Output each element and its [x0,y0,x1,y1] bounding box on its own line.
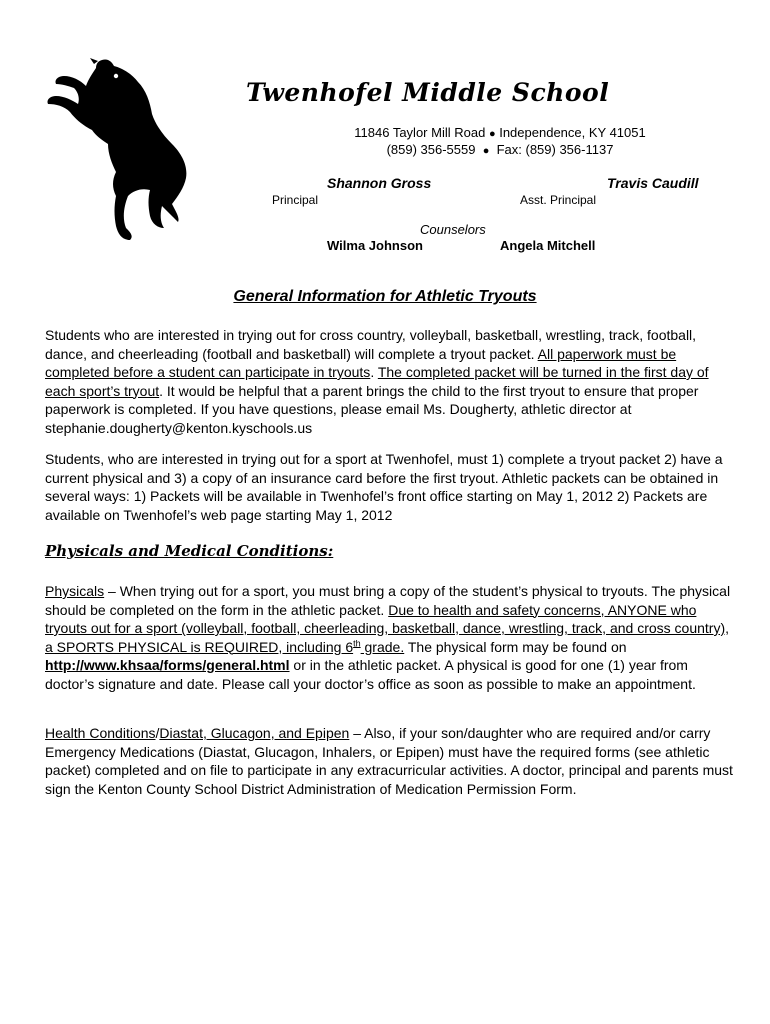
school-address-line [280,125,720,140]
health-conditions-paragraph [45,724,735,798]
text-span: The physical form may be found on [404,638,627,655]
physicals-paragraph [45,582,735,693]
text-span: . [370,364,378,380]
tryout-packet-paragraph [45,326,735,437]
school-name: Twenhofel Middle School [246,78,610,107]
principal-title: Principal [272,193,319,207]
asst-principal-name: Travis Caudill [607,175,699,191]
fax-number: Fax: (859) 356-1137 [496,142,614,157]
asst-principal-title: Asst. Principal [520,193,597,207]
counselors-label: Counselors [420,222,486,237]
bullet-separator: ● [482,145,490,157]
physical-form-link[interactable]: http://www.khsaa/forms/general.html [45,657,290,673]
physicals-label: Physicals [45,583,105,599]
underlined-requirement: Due to health and safety concerns, ANYONE who tryouts out for a sport (volleyball, football, cheerleading, basketball, dance, wrestling, track, and cross country), a SPORTS PHYSICAL is REQUIRED, including 6 [45,601,730,655]
street-address: 11846 Taylor Mill Road [354,125,486,140]
phone-number: (859) 356-5559 [386,142,476,157]
section-title: General Information for Athletic Tryouts [233,288,537,305]
health-conditions-label: Health Conditions [45,725,156,741]
underlined-requirement: All paperwork must be completed before a student can participate in tryouts [45,345,677,380]
superscript: th [353,637,361,648]
physicals-section-title: Physicals and Medical Conditions: [45,542,334,560]
underlined-deadline: The completed packet will be turned in the first day of each sport’s tryout [45,364,709,399]
text-span: – When trying out for a sport, you must bring a copy of the student’s physical to tryouts. The physical should be completed on the form in the athletic packet. [45,583,731,618]
text-span: . It would be helpful that a parent brings the child to the first tryout to ensure that proper paperwork is completed. If you have questions, please email Ms. Dougherty, athletic director at stephanie.dougherty@kenton.kyschools.us [45,382,699,436]
medications-label: Diastat, Glucagon, and Epipen [159,725,350,741]
counselor-name-1: Wilma Johnson [327,238,423,253]
underlined-requirement: grade. [360,638,405,655]
text-span: / [155,725,160,741]
counselor-name-2: Angela Mitchell [500,238,596,253]
bullet-separator: ● [488,128,496,140]
rearing-horse-logo [42,56,192,248]
text-span: Students who are interested in trying out for cross country, volleyball, basketball, wrestling, track, football, dance, and cheerleading (football and basketball) will complete a tryout packet. [45,327,697,362]
text-span: – Also, if your son/daughter who are required and/or carry Emergency Medications (Diastat, Glucagon, Inhalers, or Epipen) must have the required forms (see athletic packet) completed and on file to participate in any extracurricular activities. A doctor, principal and parents must sign the Kenton County School District Administration of Medication Permission Form. [45,725,733,797]
city-state-zip: Independence, KY 41051 [499,125,646,140]
school-contact-line [280,142,720,157]
tryout-requirements-paragraph: Students, who are interested in trying out for a sport at Twenhofel, must 1) complete a tryout packet 2) have a current physical and 3) a copy of an insurance card before the first tryout. Athletic packets can be obtained in several ways: 1) Packets will be available in Twenhofel’s front office starting on May 1, 2012 2) Packets are available on Twenhofel’s web page starting May 1, 2012 [45,451,723,523]
text-span: or in the athletic packet. A physical is good for one (1) year from doctor’s signature and date. Please call your doctor’s office as soon as possible to make an appointment. [45,657,696,692]
principal-name: Shannon Gross [327,175,432,191]
